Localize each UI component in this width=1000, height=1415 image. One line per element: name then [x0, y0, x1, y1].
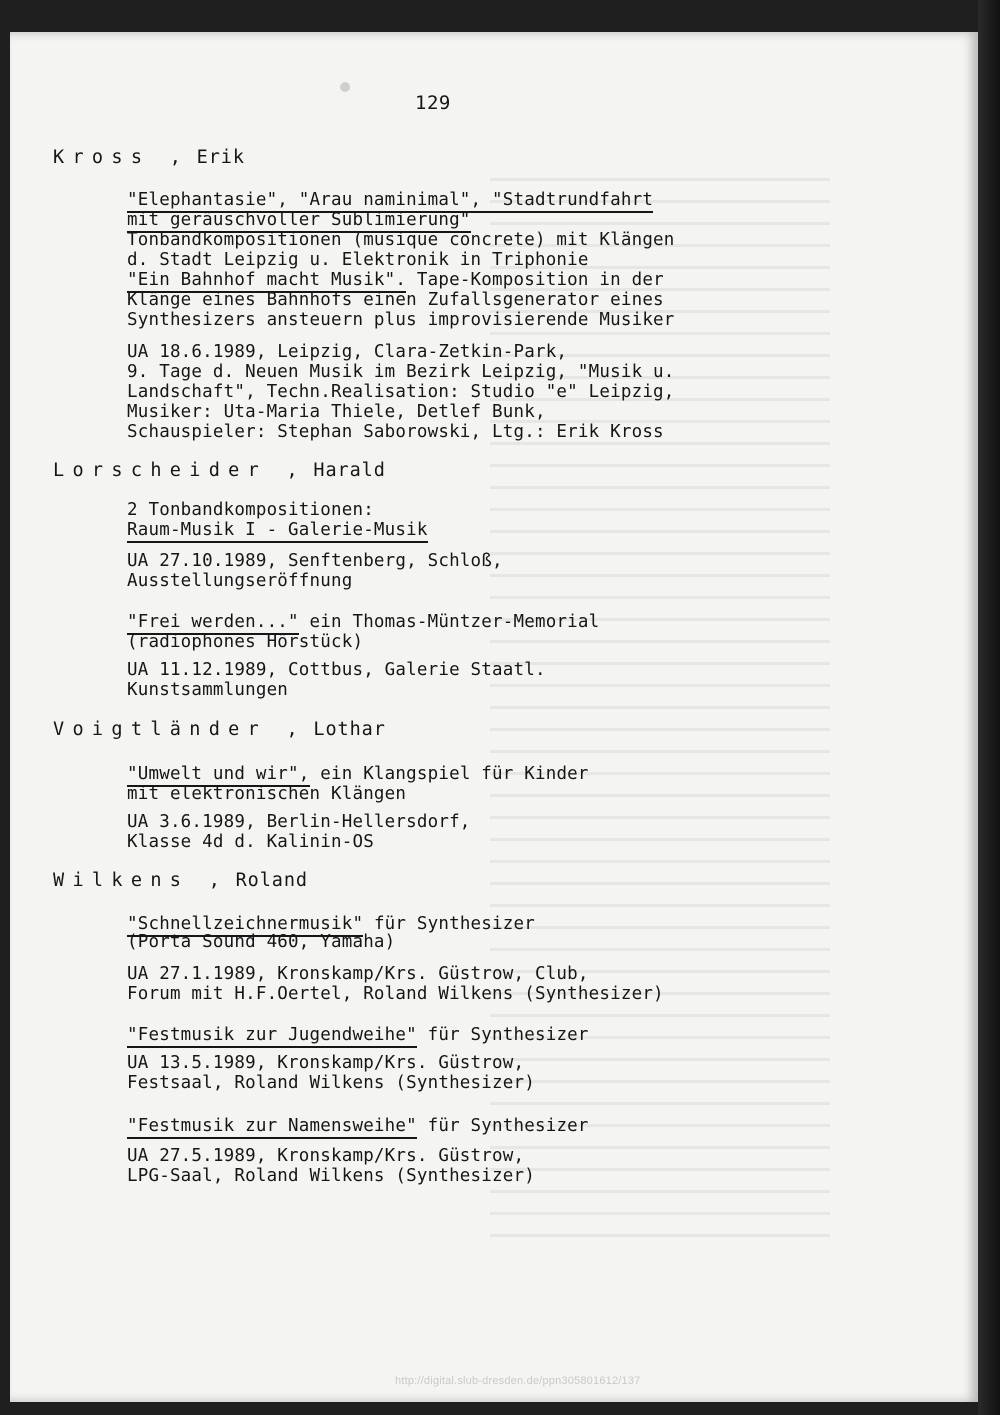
scan-edge-shadow	[978, 0, 1000, 1415]
text-line: UA 11.12.1989, Cottbus, Galerie Staatl.	[127, 660, 546, 680]
text-line: "Elephantasie", "Arau naminimal", "Stadtrundfahrt	[127, 190, 653, 210]
text-line: Kunstsammlungen	[127, 680, 289, 700]
text-line: (radiophones Hörstück)	[127, 632, 364, 652]
text-line: d. Stadt Leipzig u. Elektronik in Triphonie	[127, 250, 589, 270]
text-line: Festsaal, Roland Wilkens (Synthesizer)	[127, 1073, 535, 1093]
surname: Kross ,	[53, 147, 190, 168]
document-page	[10, 32, 978, 1402]
entry-name-wilkens	[53, 870, 308, 891]
text-line: (Porta Sound 460, Yamaha)	[127, 932, 396, 952]
text-line: Ausstellungseröffnung	[127, 571, 353, 591]
page-number: 129	[415, 92, 451, 114]
text-line: UA 13.5.1989, Kronskamp/Krs. Güstrow,	[127, 1053, 525, 1073]
entry-name-kross	[53, 147, 245, 168]
text-line: Musiker: Uta-Maria Thiele, Detlef Bunk,	[127, 402, 546, 422]
given-name: Harald	[313, 460, 386, 481]
text-line: "Festmusik zur Namensweihe" für Synthesizer	[127, 1116, 589, 1136]
text-line: UA 18.6.1989, Leipzig, Clara-Zetkin-Park,	[127, 342, 568, 362]
text-line: mit geräuschvoller Sublimierung"	[127, 210, 471, 230]
text-line: "Frei werden..." ein Thomas-Müntzer-Memorial	[127, 612, 599, 632]
text-line: UA 27.5.1989, Kronskamp/Krs. Güstrow,	[127, 1146, 525, 1166]
text-line: Raum-Musik I - Galerie-Musik	[127, 520, 428, 540]
entry-name-lorscheider	[53, 460, 386, 481]
text-line: UA 27.10.1989, Senftenberg, Schloß,	[127, 551, 503, 571]
text-line: Schauspieler: Stephan Saborowski, Ltg.: Erik Kross	[127, 422, 664, 442]
text-line: Forum mit H.F.Oertel, Roland Wilkens (Synthesizer)	[127, 984, 664, 1004]
given-name: Roland	[235, 870, 308, 891]
text-line: 2 Tonbandkompositionen:	[127, 500, 374, 520]
given-name: Lothar	[313, 719, 386, 740]
text-line: LPG-Saal, Roland Wilkens (Synthesizer)	[127, 1166, 535, 1186]
scan-smudge	[340, 82, 350, 92]
source-url: http://digital.slub-dresden.de/ppn305801612/137	[395, 1375, 641, 1387]
text-line: "Ein Bahnhof macht Musik". Tape-Komposition in der	[127, 270, 664, 290]
text-line: "Festmusik zur Jugendweihe" für Synthesizer	[127, 1025, 589, 1045]
text-line: "Schnellzeichnermusik" für Synthesizer	[127, 914, 535, 934]
surname: Wilkens ,	[53, 870, 229, 891]
text-line: "Umwelt und wir", ein Klangspiel für Kinder	[127, 764, 589, 784]
surname: Voigtländer ,	[53, 719, 307, 740]
entry-name-voigtlaender	[53, 719, 386, 740]
text-line: UA 27.1.1989, Kronskamp/Krs. Güstrow, Club,	[127, 964, 589, 984]
text-line: 9. Tage d. Neuen Musik im Bezirk Leipzig, "Musik u.	[127, 362, 675, 382]
text-line: Tonbandkompositionen (musique concrete) mit Klängen	[127, 230, 675, 250]
text-line: mit elektronischen Klängen	[127, 784, 407, 804]
text-line: UA 3.6.1989, Berlin-Hellersdorf,	[127, 812, 471, 832]
text-line: Synthesizers ansteuern plus improvisierende Musiker	[127, 310, 675, 330]
text-line: Klasse 4d d. Kalinin-OS	[127, 832, 374, 852]
given-name: Erik	[196, 147, 245, 168]
surname: Lorscheider ,	[53, 460, 307, 481]
text-line: Klänge eines Bahnhofs einen Zufallsgenerator eines	[127, 290, 664, 310]
text-line: Landschaft", Techn.Realisation: Studio "e" Leipzig,	[127, 382, 675, 402]
